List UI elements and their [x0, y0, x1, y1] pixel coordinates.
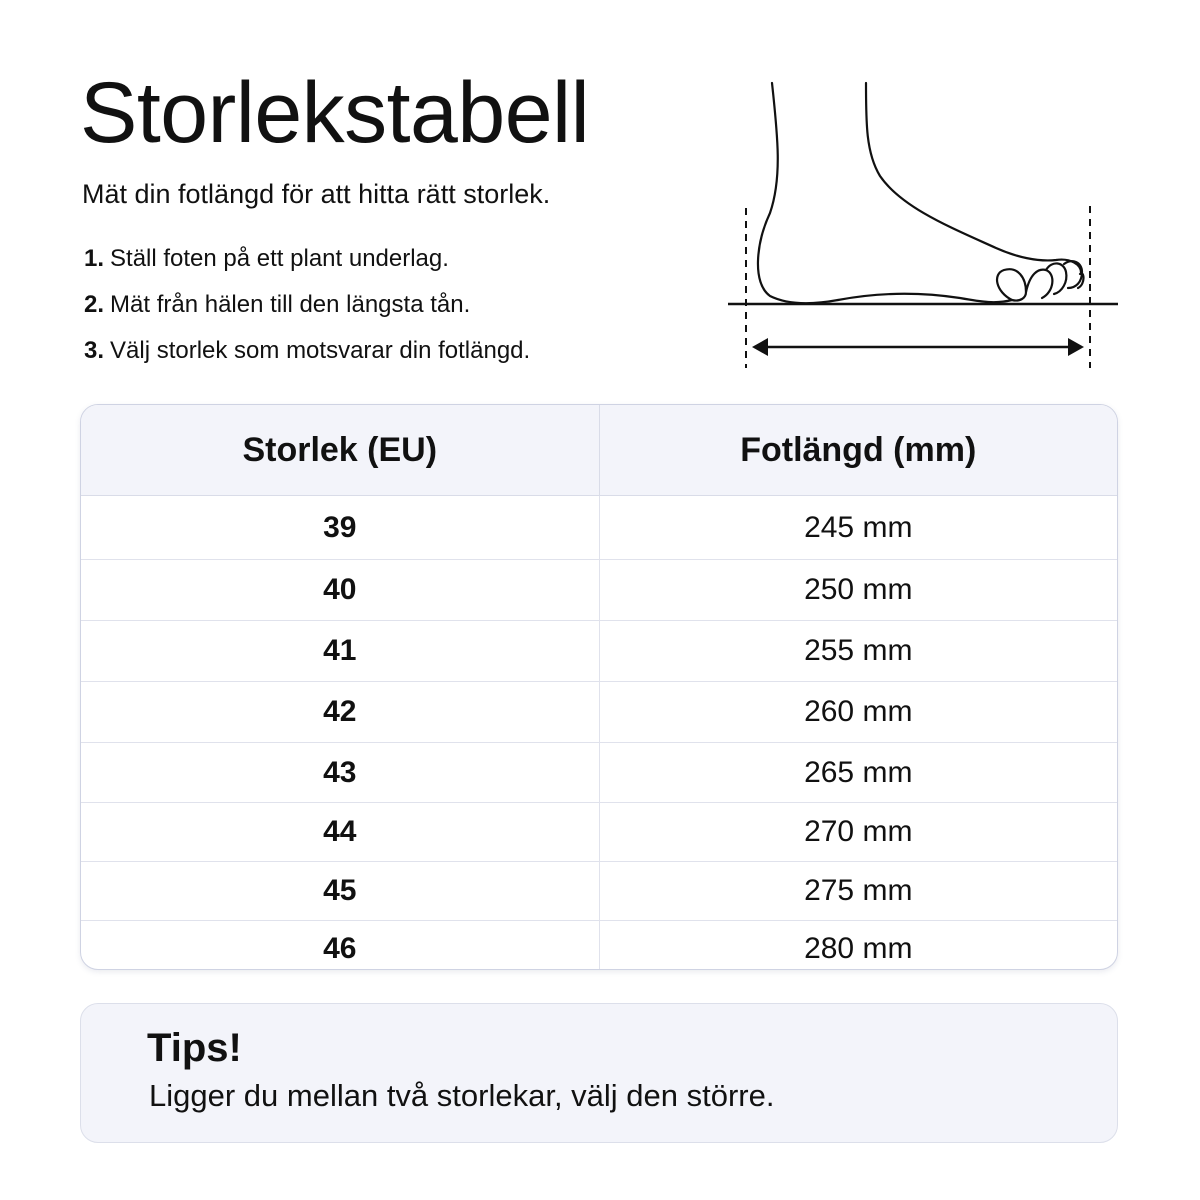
- step-text: Mät från hälen till den längsta tån.: [110, 291, 471, 318]
- step-text: Ställ foten på ett plant underlag.: [110, 245, 449, 272]
- step-number: 2.: [84, 291, 105, 318]
- length-cell: 255 mm: [599, 621, 1118, 681]
- table-row: [81, 743, 1117, 803]
- size-cell: 45: [323, 874, 357, 907]
- column-header-size: Storlek (EU): [242, 430, 438, 469]
- size-cell: 41: [323, 634, 357, 667]
- page-title: Storlekstabell: [80, 65, 590, 161]
- instruction-step: [84, 336, 530, 382]
- table-row: [81, 803, 1117, 862]
- length-cell: 270 mm: [599, 803, 1118, 861]
- table-row: [81, 560, 1117, 621]
- size-cell: 42: [323, 695, 357, 728]
- column-header-length: Fotlängd (mm): [599, 405, 1118, 495]
- size-table: [80, 404, 1118, 970]
- table-row: [81, 496, 1117, 560]
- tips-text: Ligger du mellan två storlekar, välj den större.: [149, 1078, 775, 1113]
- instruction-step: [84, 244, 530, 290]
- step-number: 3.: [84, 337, 105, 364]
- tips-title: Tips!: [147, 1026, 242, 1070]
- table-row: [81, 921, 1117, 970]
- table-row: [81, 862, 1117, 921]
- table-header-row: [81, 405, 1117, 496]
- length-cell: 265 mm: [599, 743, 1118, 802]
- length-cell: 260 mm: [599, 682, 1118, 742]
- length-cell: 250 mm: [599, 560, 1118, 620]
- size-cell: 40: [323, 573, 357, 606]
- size-cell: 46: [323, 932, 357, 965]
- table-row: [81, 682, 1117, 743]
- foot-measure-icon: [720, 78, 1130, 378]
- instruction-list: [84, 244, 530, 382]
- tips-box: [80, 1003, 1118, 1143]
- length-cell: 280 mm: [599, 921, 1118, 970]
- size-cell: 43: [323, 755, 357, 789]
- table-row: [81, 621, 1117, 682]
- size-cell: 44: [323, 815, 357, 848]
- instruction-step: [84, 290, 530, 336]
- step-text: Välj storlek som motsvarar din fotlängd.: [110, 337, 531, 364]
- page-subtitle: Mät din fotlängd för att hitta rätt storlek.: [82, 179, 551, 209]
- step-number: 1.: [84, 245, 105, 272]
- size-cell: 39: [323, 510, 357, 544]
- length-cell: 275 mm: [599, 862, 1118, 920]
- length-cell: 245 mm: [599, 496, 1118, 559]
